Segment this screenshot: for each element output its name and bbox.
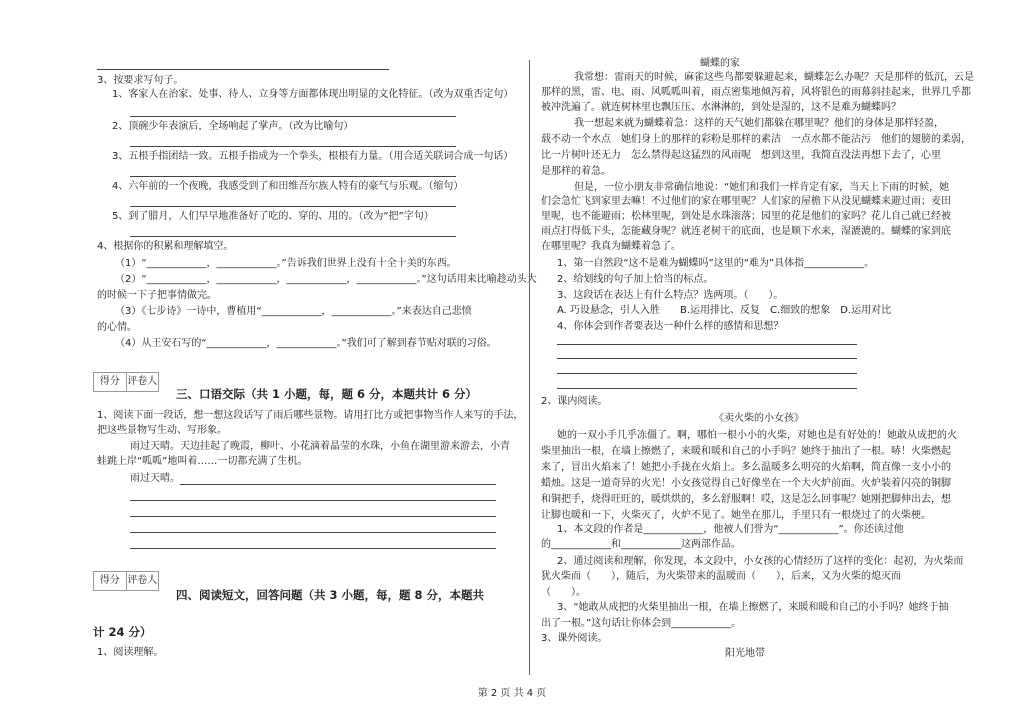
passage1-line-6: 比一片树叶还无力 怎么禁得起这猛烈的风雨呢 想到这里，我简直没法再想下去了，心里 <box>541 150 941 161</box>
q4-item-4: （4）从王安石写的“____________，____________。”我们可了解到春节贴对联的习俗。 <box>115 338 497 349</box>
q4-item-2-cont: 的时候一下子把事情做完。 <box>97 290 217 301</box>
section-4-title-cont: 计 24 分） <box>93 625 152 639</box>
passage2-line-2: 柴里抽出一根，在墙上擦燃了，来暖和暖和自己的小手吗？她终于抽出了一根。哧！火柴燃起 <box>541 446 951 457</box>
answer-line <box>130 116 456 117</box>
score-label: 得分 <box>94 572 127 590</box>
answer-line <box>130 146 456 147</box>
passage1-line-4: 我一想起来就为蝴蝶着急：这样的天气她们都躲在哪里呢？他们的身体是那样轻盈， <box>574 118 944 129</box>
p1-question-3-options: A. 巧设悬念，引人入胜 B.运用排比、反复 C.细致的想象 D.运用对比 <box>557 305 892 316</box>
p2-question-1-cont: 的____________和____________这两部作品。 <box>541 539 741 550</box>
passage1-line-9: 们会急忙飞到家里去嘛！不过他们的家在哪里呢？人们家的屋檐下从没见蝴蝶来避过雨；麦田 <box>541 196 951 207</box>
passage2-line-1: 她的一双小手几乎冻僵了。啊，哪怕一根小小的火柴，对她也是有好处的！她敢从成把的火 <box>557 430 957 441</box>
passage1-line-1: 我常想：雷雨天的时候，麻雀这些鸟都要躲避起来，蝴蝶怎么办呢？天是那样的低沉，云是 <box>574 72 974 83</box>
answer-line <box>130 176 456 177</box>
answer-line <box>130 236 456 237</box>
passage1-line-12: 在哪里呢？我真为蝴蝶着急了。 <box>541 241 681 252</box>
passage2-line-4: 蜡烛。这是一道奇异的火光！小女孩觉得自己好像坐在一个大火炉前面。火炉装着闪亮的铜脚 <box>541 478 951 489</box>
passage1-line-10: 里呢，也不能避雨；松林里呢，到处是水珠滚落；园里的花是他们的家吗？花儿自己就已经被 <box>541 211 951 222</box>
passage1-line-3: 被冲洗遍了。就连树林里也飘压压、水淋淋的，到处是湿的，这不是难为蝴蝶吗？ <box>541 102 901 113</box>
grader-label: 评卷人 <box>127 575 158 586</box>
answer-line <box>130 516 496 517</box>
passage3-title: 阳光地带 <box>725 648 765 659</box>
q4-item-1: （1）“____________，____________。”告诉我们世界上没有十全十美的东西。 <box>115 258 457 269</box>
score-box <box>93 571 159 591</box>
answer-line <box>557 373 857 374</box>
q4-item-3: （3）《七步诗》一诗中，曹植用“____________，____________。”来表达自己悲愤 <box>115 306 472 317</box>
q3-item-1: 1、客家人在治家、处事、待人、立身等方面都体现出明显的文化特征。（改为双重否定句） <box>112 89 514 100</box>
q3-extra-title: 3、课外阅读。 <box>541 633 608 644</box>
answer-line <box>130 532 496 533</box>
p1-question-1: 1、第一自然段“这不是难为蝴蝶吗”这里的“难为”具体指____________。 <box>557 258 875 269</box>
sec3-passage-2: 蛙跳上岸“呱呱”地叫着……一切都充满了生机。 <box>97 456 308 467</box>
answer-line <box>557 388 857 389</box>
passage1-line-7: 是那样的着急。 <box>541 166 611 177</box>
q4-item-3-cont: 的心情。 <box>97 322 137 333</box>
answer-line <box>557 344 857 345</box>
answer-line <box>97 69 389 70</box>
score-box <box>93 372 159 392</box>
q2-title: 2、课内阅读。 <box>541 396 608 407</box>
q3-title: 3、按要求写句子。 <box>97 75 184 86</box>
sec3-intro-1: 1、阅读下面一段话，想一想这段话写了雨后哪些景物。请用打比方或把事物当作人来写的手法， <box>97 410 524 421</box>
q3-item-5: 5、到了腊月，人们早早地准备好了吃的、穿的、用的。（改为“把”字句） <box>112 211 434 222</box>
answer-line <box>557 358 857 359</box>
answer-line <box>130 548 496 549</box>
passage2-line-3: 来了，冒出火焰来了！她把小手拢在火焰上。多么温暖多么明亮的火焰啊，简直像一支小小的 <box>541 462 951 473</box>
passage1-line-2: 那样的黑，雷、电、雨、风呱呱叫着，雨点密集地倾泻着，风将银色的雨幕斜挂起来，世界几乎都 <box>541 87 971 98</box>
grader-label: 评卷人 <box>127 376 158 387</box>
p2-question-2-cont: 犹火柴而（ ），随后，为火柴带来的温暖而（ ），后来，又为火柴的熄灭而 <box>541 571 901 582</box>
q3-item-3: 3、五根手指团结一致。五根手指成为一个拳头，根根有力量。（用合适关联词合成一句话） <box>112 151 514 162</box>
p1-question-3: 3、这段话在表达上有什么特点？选两项。（ ）。 <box>557 290 784 301</box>
score-label: 得分 <box>94 373 127 391</box>
answer-line <box>180 484 496 485</box>
sec3-answer-prefix: 雨过天晴。 <box>130 473 180 484</box>
p2-question-1: 1、本文段的作者是____________，他被人们誉为“____________”。你还读过他 <box>557 524 904 535</box>
answer-line <box>130 206 456 207</box>
p2-question-3: 3、“她敢从成把的火柴里抽出一根，在墙上擦燃了，来暖和暖和自己的小手吗？她终于抽 <box>557 602 949 613</box>
p2-question-2: 2、通过阅读和理解，你发现，本文段中，小女孩的心情经历了这样的变化：起初，为火柴而 <box>557 556 964 567</box>
p1-question-4: 4、你体会到作者要表达一种什么样的感情和思想？ <box>557 321 784 332</box>
q3-item-2: 2、顶碗少年表演后，全场响起了掌声。（改为比喻句） <box>112 121 354 132</box>
page-footer: 第 2 页 共 4 页 <box>477 688 547 699</box>
column-divider <box>529 60 530 675</box>
q3-item-4: 4、六年前的一个夜晚，我感受到了和田维吾尔族人特有的豪气与乐观。（缩句） <box>112 181 464 192</box>
p2-question-3-cont: 出了一根。”这句话让你体会到____________。 <box>541 618 742 629</box>
passage1-line-8: 但是，一位小朋友非常确信地说：“她们和我们一样肯定有家，当天上下雨的时候，她 <box>574 182 950 193</box>
passage2-line-6: 让脚也暖和一下，火柴灭了，火炉不见了。她坐在那儿，手里只有一根烧过了的火柴梗。 <box>541 510 931 521</box>
answer-line <box>130 500 496 501</box>
section-3-title: 三、口语交际（共 1 小题，每，题 6 分，本题共计 6 分） <box>176 387 478 401</box>
p2-question-2-cont2: （ ）。 <box>541 587 586 598</box>
sec3-intro-2: 把这些景物写生动、写形象。 <box>97 425 227 436</box>
passage1-line-11: 雨点打得低下头，怎能藏身呢？就连老树干的底面，也是顺下水来，湿漉漉的。蝴蝶的家到底 <box>541 226 951 237</box>
section-4-title: 四、阅读短文，回答问题（共 3 小题，每，题 8 分，本题共 <box>176 588 485 602</box>
p1-question-2: 2、给划线的句子加上恰当的标点。 <box>557 274 714 285</box>
q4-title: 4、根据你的积累和理解填空。 <box>97 241 234 252</box>
passage1-line-5: 载不动一个水点 她们身上的那样的彩粉是那样的素洁 一点水都不能沾污 他们的翅膀的柔弱， <box>541 134 971 145</box>
passage2-line-5: 和铜把手，烧得旺旺的，暖烘烘的，多么舒服啊！哎，这是怎么回事呢？她刚把脚伸出去，想 <box>541 494 951 505</box>
sec4-q1: 1、阅读理解。 <box>97 647 164 658</box>
passage1-title: 蝴蝶的家 <box>700 58 740 69</box>
passage2-title: 《卖火柴的小女孩》 <box>714 413 804 424</box>
sec3-passage-1: 雨过天晴。天边挂起了晚霞，柳叶、小花滴着晶莹的水珠，小鱼在湖里游来游去，小青 <box>130 441 510 452</box>
q4-item-2: （2）“____________，____________，____________，____________。”这句话用来比喻趁动头大 <box>115 274 537 285</box>
